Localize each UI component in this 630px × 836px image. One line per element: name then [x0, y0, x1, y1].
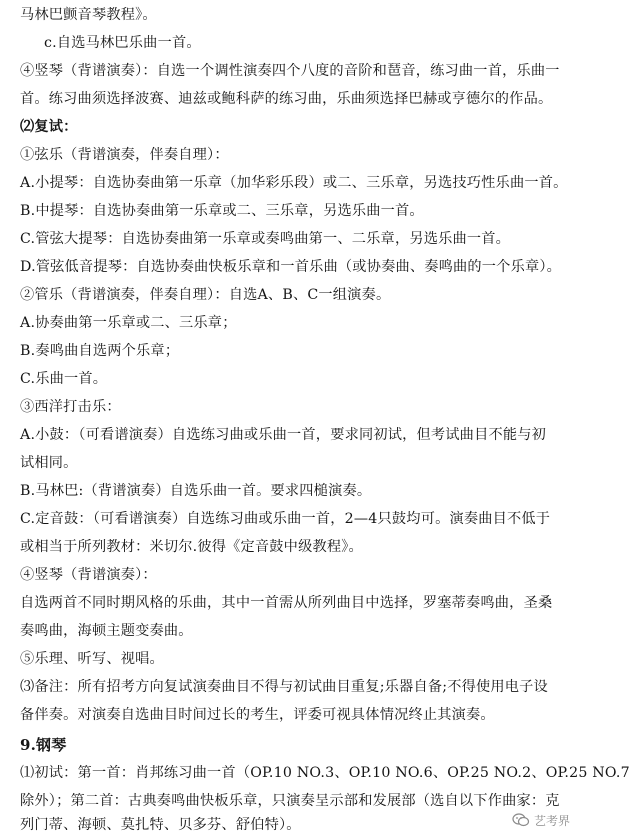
- text-line: ②管乐（背谱演奏，伴奏自理）：自选A、B、C一组演奏。: [20, 287, 391, 303]
- section-title-piano: 9.钢琴: [20, 736, 67, 754]
- watermark-text: 艺考界: [533, 813, 570, 828]
- text-line: 或相当于所列教材：米切尔.彼得《定音鼓中级教程》。: [20, 539, 363, 555]
- section-heading: ⑵复试：: [20, 119, 78, 135]
- text-line: C.定音鼓：（可看谱演奏）自选练习曲或乐曲一首，2—4只鼓均可。演奏曲目不低于: [20, 511, 551, 527]
- text-line: ①弦乐（背谱演奏，伴奏自理）：: [20, 147, 229, 163]
- text-line: c.自选马林巴乐曲一首。: [44, 35, 201, 51]
- text-line: ⑤乐理、听写、视唱。: [20, 651, 164, 667]
- text-line: 马林巴颤音琴教程》。: [20, 7, 157, 23]
- text-line: 列门蒂、海顿、莫扎特、贝多芬、舒伯特）。: [20, 817, 301, 833]
- text-line: ⑴初试：第一首：肖邦练习曲一首（OP.10 NO.3、OP.10 NO.6、OP.25 NO.2、OP.25 NO.7: [20, 765, 630, 781]
- text-line: A.小鼓：（可看谱演奏）自选练习曲或乐曲一首，要求同初试，但考试曲目不能与初: [20, 427, 547, 443]
- text-line: A.协奏曲第一乐章或二、三乐章；: [20, 315, 237, 331]
- text-line: ④竖琴（背谱演奏）：: [20, 567, 157, 583]
- text-line: 备伴奏。对演奏自选曲目时间过长的考生，评委可视具体情况终止其演奏。: [20, 707, 495, 723]
- text-line: 试相同。: [20, 455, 78, 471]
- text-line: B.奏鸣曲自选两个乐章；: [20, 343, 180, 359]
- watermark: [512, 810, 570, 830]
- text-line: A.小提琴：自选协奏曲第一乐章（加华彩乐段）或二、三乐章，另选技巧性乐曲一首。: [20, 175, 568, 191]
- text-line: ④竖琴（背谱演奏）：自选一个调性演奏四个八度的音阶和琶音，练习曲一首，乐曲一: [20, 63, 560, 79]
- wechat-logo-icon: [512, 811, 530, 829]
- text-line: 自选两首不同时期风格的乐曲，其中一首需从所列曲目中选择，罗塞蒂奏鸣曲，圣桑: [20, 595, 553, 611]
- text-line: 首。练习曲须选择波赛、迪兹或鲍科萨的练习曲，乐曲须选择巴赫或亨德尔的作品。: [20, 91, 553, 107]
- text-line: ③西洋打击乐：: [20, 399, 121, 415]
- text-line: B.马林巴:（背谱演奏）自选乐曲一首。要求四槌演奏。: [20, 483, 372, 499]
- text-line: 奏鸣曲，海顿主题变奏曲。: [20, 623, 193, 639]
- text-line: ⑶备注：所有招考方向复试演奏曲目不得与初试曲目重复;乐器自备;不得使用电子设: [20, 679, 548, 695]
- text-line: D.管弦低音提琴：自选协奏曲快板乐章和一首乐曲（或协奏曲、奏鸣曲的一个乐章）。: [20, 259, 562, 275]
- text-line: B.中提琴：自选协奏曲第一乐章或二、三乐章，另选乐曲一首。: [20, 203, 424, 219]
- text-line: 除外）；第二首：古典奏鸣曲快板乐章，只演奏呈示部和发展部（选自以下作曲家：克: [20, 793, 560, 809]
- text-line: C.管弦大提琴：自选协奏曲第一乐章或奏鸣曲第一、二乐章，另选乐曲一首。: [20, 231, 511, 247]
- text-line: C.乐曲一首。: [20, 371, 108, 387]
